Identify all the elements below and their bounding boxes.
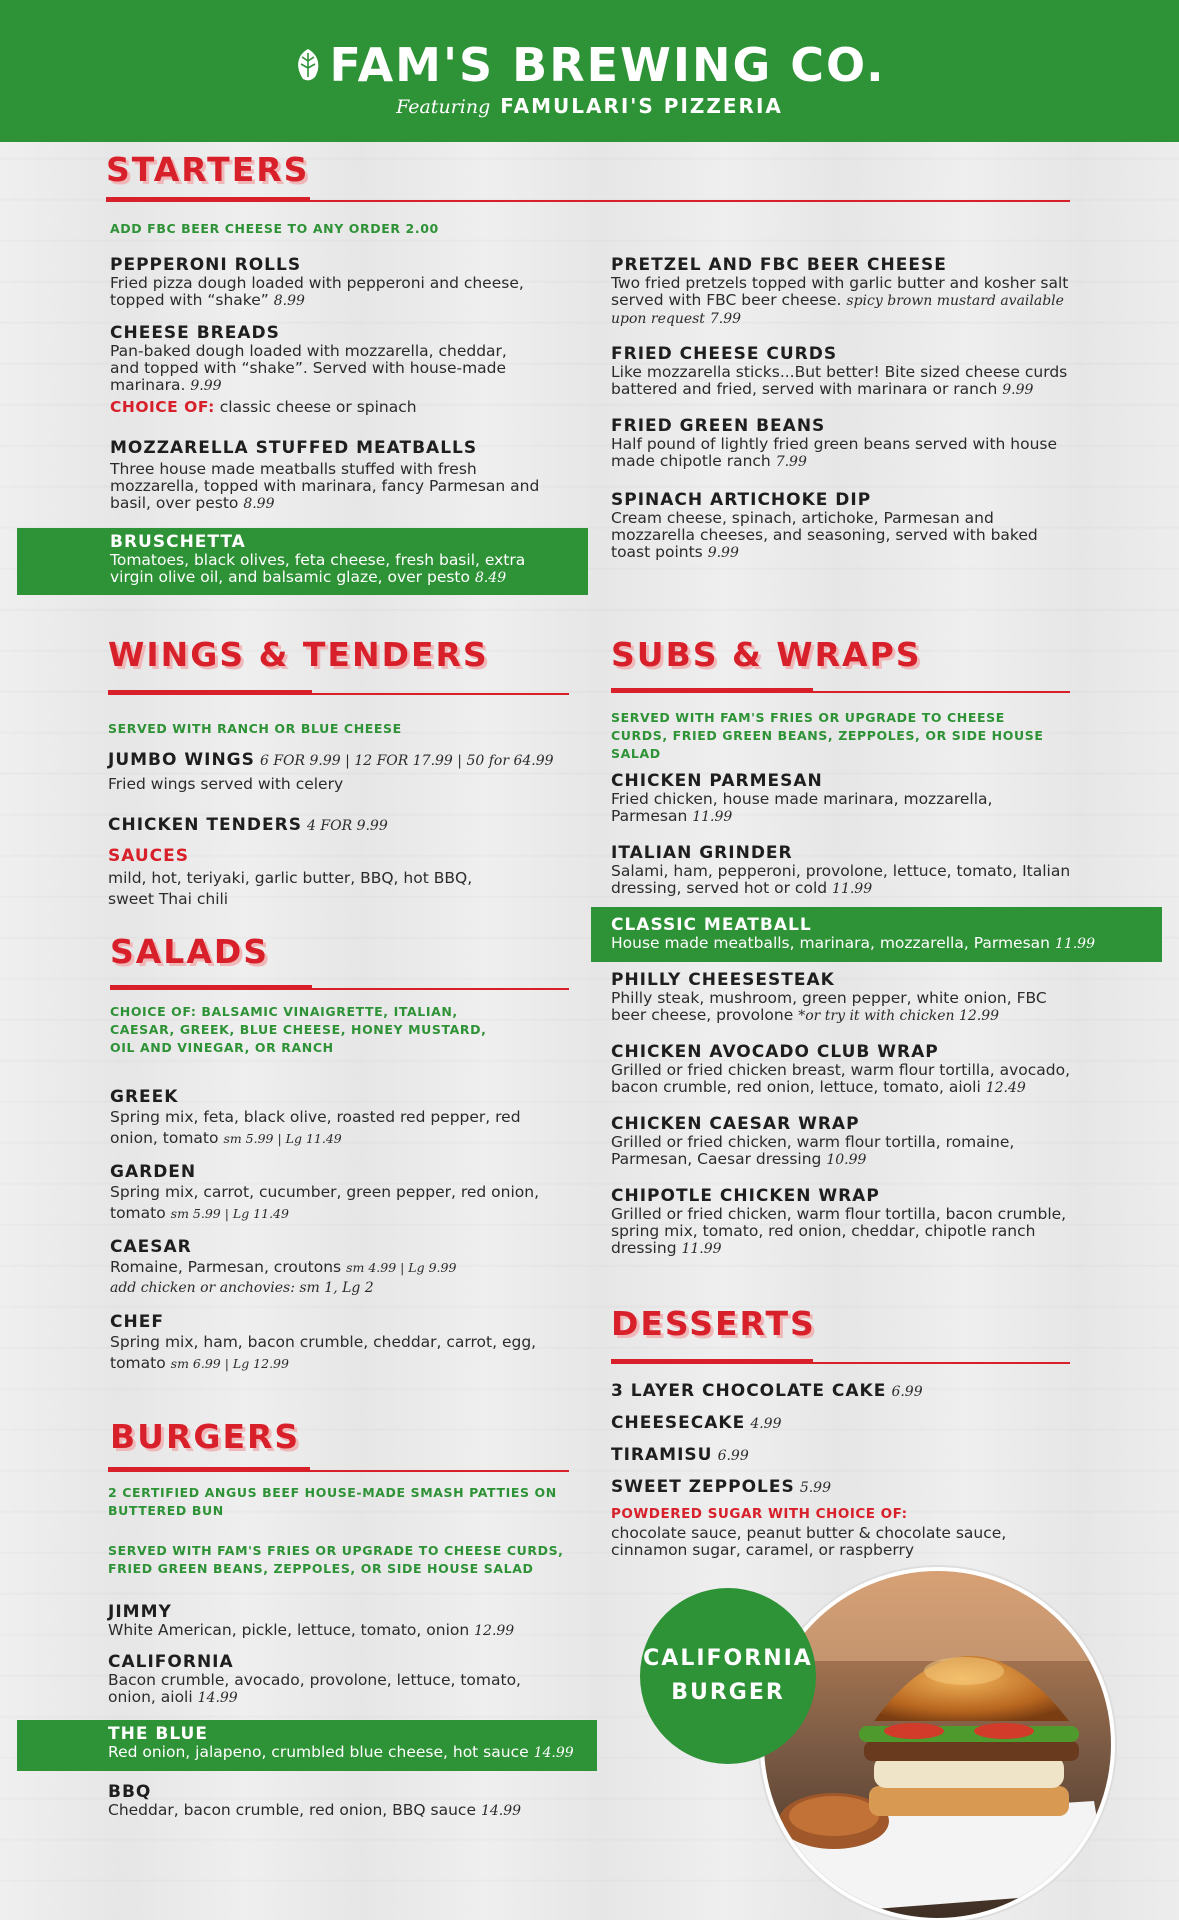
menu-item-chicken-caesar-wrap <box>611 1114 1031 1169</box>
item-name: SWEET ZEPPOLES <box>611 1477 795 1497</box>
item-name: FRIED GREEN BEANS <box>611 416 826 436</box>
featured-band-bruschetta <box>17 528 588 595</box>
item-name: CHICKEN TENDERS <box>108 815 302 835</box>
item-name: JIMMY <box>108 1602 172 1622</box>
item-desc: Pan-baked dough loaded with mozzarella, cheddar, and topped with “shake”. Served with house-made marinara. <box>110 342 507 394</box>
featured-band-the-blue <box>17 1720 597 1771</box>
item-extra: add chicken or anchovies: sm 1, Lg 2 <box>110 1280 374 1296</box>
item-desc: Three house made meatballs stuffed with fresh mozzarella, topped with marinara, fancy Parmesan and basil, over pesto <box>110 460 540 512</box>
subs-title: SUBS & WRAPS <box>611 635 922 674</box>
item-name: GREEK <box>110 1087 179 1107</box>
item-name: THE BLUE <box>108 1724 208 1744</box>
item-desc: Grilled or fried chicken breast, warm flour tortilla, avocado, bacon crumble, red onion, lettuce, tomato, aioli <box>611 1061 1070 1096</box>
featured-band-classic-meatball <box>591 907 1162 962</box>
item-price: 6.99 <box>717 1448 749 1464</box>
item-name: CLASSIC MEATBALL <box>611 915 812 935</box>
item-desc: House made meatballs, marinara, mozzarella, Parmesan <box>611 934 1050 952</box>
dessert-chocolate-cake <box>611 1381 1071 1401</box>
item-desc: Cheddar, bacon crumble, red onion, BBQ sauce <box>108 1801 476 1819</box>
menu-item-classic-meatball <box>611 915 1151 953</box>
item-price: 4.99 <box>750 1416 782 1432</box>
salads-rule <box>110 988 569 990</box>
item-name: PRETZEL AND FBC BEER CHEESE <box>611 255 947 275</box>
california-burger-callout <box>640 1588 816 1764</box>
brand-title-row <box>0 38 1179 92</box>
menu-item-caesar-salad <box>110 1237 550 1298</box>
item-desc: Grilled or fried chicken, warm flour tortilla, romaine, Parmesan, Caesar dressing <box>611 1133 1015 1168</box>
item-name: CHEESE BREADS <box>110 323 280 343</box>
item-desc: Like mozzarella sticks...But better! Bite sized cheese curds battered and fried, served with marinara or ranch <box>611 363 1068 398</box>
salads-title: SALADS <box>110 932 270 971</box>
item-price: sm 6.99 | Lg 12.99 <box>170 1356 289 1371</box>
choice-label: CHOICE OF: <box>110 398 215 416</box>
item-name: CHIPOTLE CHICKEN WRAP <box>611 1186 880 1206</box>
menu-item-italian-grinder <box>611 843 1071 898</box>
item-name: BRUSCHETTA <box>110 532 246 552</box>
item-name: CHICKEN AVOCADO CLUB WRAP <box>611 1042 939 1062</box>
menu-item-spinach-dip <box>611 490 1071 562</box>
item-price: 9.99 <box>707 545 739 561</box>
item-name: TIRAMISU <box>611 1445 713 1465</box>
menu-item-avocado-club-wrap <box>611 1042 1071 1097</box>
desserts-rule <box>611 1362 1070 1364</box>
zeppoles-options <box>611 1506 1041 1559</box>
item-name: CHICKEN CAESAR WRAP <box>611 1114 860 1134</box>
sauces-list: mild, hot, teriyaki, garlic butter, BBQ, hot BBQ, sweet Thai chili <box>108 869 473 908</box>
menu-item-cheese-breads <box>110 323 520 416</box>
item-desc: Half pound of lightly fried green beans served with house made chipotle ranch <box>611 435 1058 470</box>
item-desc: Fried chicken, house made marinara, mozzarella, Parmesan <box>611 790 993 825</box>
item-name: CHEESECAKE <box>611 1413 746 1433</box>
item-name: BBQ <box>108 1782 152 1802</box>
item-desc: Grilled or fried chicken, warm flour tortilla, bacon crumble, spring mix, tomato, red onion, cheddar, chipotle ranch dressing <box>611 1205 1067 1257</box>
powder-label: POWDERED SUGAR WITH CHOICE OF: <box>611 1506 908 1522</box>
item-price: 12.99 <box>474 1623 515 1639</box>
item-desc: Romaine, Parmesan, croutons <box>110 1258 342 1276</box>
menu-item-cheese-curds <box>611 344 1071 399</box>
pizzeria-name: FAMULARI'S PIZZERIA <box>500 94 783 118</box>
item-price: 9.99 <box>190 378 222 394</box>
item-desc: Fried pizza dough loaded with pepperoni and cheese, topped with “shake” <box>110 274 524 309</box>
salads-note: CHOICE OF: BALSAMIC VINAIGRETTE, ITALIAN, CAESAR, GREEK, BLUE CHEESE, HONEY MUSTARD, OIL AND VINEGAR, OR RANCH <box>110 1004 487 1055</box>
menu-item-chicken-parmesan <box>611 771 1011 826</box>
item-price: 8.99 <box>273 293 305 309</box>
item-price: 8.49 <box>474 570 507 586</box>
california-burger-photo <box>760 1567 1115 1920</box>
menu-item-garden-salad <box>110 1162 540 1224</box>
item-name: 3 LAYER CHOCOLATE CAKE <box>611 1381 887 1401</box>
item-price: sm 5.99 | Lg 11.49 <box>170 1206 289 1221</box>
callout-line-2: BURGER <box>671 1680 785 1705</box>
item-name: PHILLY CHEESESTEAK <box>611 970 835 990</box>
item-name: JUMBO WINGS <box>108 750 255 770</box>
dessert-cheesecake <box>611 1413 1071 1433</box>
burgers-note-patties: 2 CERTIFIED ANGUS BEEF HOUSE-MADE SMASH PATTIES ON BUTTERED BUN <box>108 1485 557 1518</box>
item-desc: Cream cheese, spinach, artichoke, Parmesan and mozzarella cheeses, and seasoning, served with baked toast points <box>611 509 1038 561</box>
item-name: ITALIAN GRINDER <box>611 843 793 863</box>
starters-title: STARTERS <box>106 150 310 189</box>
item-name: PEPPERONI ROLLS <box>110 255 302 275</box>
item-price: 4 FOR 9.99 <box>307 818 388 834</box>
item-price: 11.99 <box>692 809 733 825</box>
item-price: 6.99 <box>891 1384 923 1400</box>
featuring-label: Featuring <box>396 96 491 118</box>
burgers-rule <box>108 1470 569 1472</box>
menu-item-jumbo-wings <box>108 750 578 793</box>
menu-item-pepperoni-rolls <box>110 255 580 310</box>
item-price: 7.99 <box>775 454 807 470</box>
menu-item-pretzel <box>611 255 1071 328</box>
menu-item-bbq <box>108 1782 568 1820</box>
item-desc: White American, pickle, lettuce, tomato, onion <box>108 1621 470 1639</box>
item-price: 14.99 <box>480 1803 522 1819</box>
menu-item-chipotle-chicken-wrap <box>611 1186 1071 1258</box>
subs-note: SERVED WITH FAM'S FRIES OR UPGRADE TO CHEESE CURDS, FRIED GREEN BEANS, ZEPPOLES, OR SIDE HOUSE SALAD <box>611 710 1044 761</box>
wings-title: WINGS & TENDERS <box>108 635 489 674</box>
item-desc: Tomatoes, black olives, feta cheese, fresh basil, extra virgin olive oil, and balsamic glaze, over pesto <box>110 551 526 586</box>
item-desc: Fried wings served with celery <box>108 775 344 793</box>
tagline <box>0 94 1179 118</box>
item-name: CALIFORNIA <box>108 1652 234 1672</box>
item-price: 5.99 <box>799 1480 831 1496</box>
item-name: FRIED CHEESE CURDS <box>611 344 838 364</box>
item-desc: Bacon crumble, avocado, provolone, lettuce, tomato, onion, aioli <box>108 1671 521 1706</box>
wings-rule <box>108 693 569 695</box>
item-price: sm 4.99 | Lg 9.99 <box>346 1260 457 1275</box>
hop-leaf-icon <box>293 47 323 83</box>
item-price: 7.99 <box>709 311 742 327</box>
desserts-title: DESSERTS <box>611 1304 816 1343</box>
menu-item-greek-salad <box>110 1087 540 1149</box>
menu-item-green-beans <box>611 416 1071 471</box>
item-price: 12.49 <box>985 1080 1026 1096</box>
dessert-tiramisu <box>611 1445 1071 1465</box>
item-price: 11.99 <box>681 1241 722 1257</box>
item-price: 14.99 <box>533 1745 574 1761</box>
menu-item-the-blue <box>108 1724 588 1762</box>
choice-text: classic cheese or spinach <box>219 398 417 416</box>
item-name: CHEF <box>110 1312 164 1332</box>
starters-note: ADD FBC BEER CHEESE TO ANY ORDER 2.00 <box>110 221 439 236</box>
item-price: *or try it with chicken 12.99 <box>798 1008 1000 1024</box>
item-name: CHICKEN PARMESAN <box>611 771 823 791</box>
subs-rule <box>611 691 1070 693</box>
burgers-note-sides: SERVED WITH FAM'S FRIES OR UPGRADE TO CHEESE CURDS, FRIED GREEN BEANS, ZEPPOLES, OR SIDE HOUSE SALAD <box>108 1543 564 1576</box>
callout-line-1: CALIFORNIA <box>643 1646 813 1671</box>
item-price: 6 FOR 9.99 | 12 FOR 17.99 | 50 for 64.99 <box>259 753 554 769</box>
item-desc: Red onion, jalapeno, crumbled blue cheese, hot sauce <box>108 1743 529 1761</box>
item-name: SPINACH ARTICHOKE DIP <box>611 490 872 510</box>
menu-item-chicken-tenders <box>108 815 578 835</box>
item-extra: spicy brown mustard available upon request <box>611 293 1064 327</box>
item-desc: Spring mix, feta, black olive, roasted red pepper, red onion, tomato <box>110 1108 521 1147</box>
item-desc: Spring mix, carrot, cucumber, green pepper, red onion, tomato <box>110 1183 540 1222</box>
menu-item-california <box>108 1652 528 1707</box>
item-price: 8.99 <box>243 496 275 512</box>
item-price: 14.99 <box>197 1690 238 1706</box>
starters-rule <box>106 200 1070 202</box>
burger-image <box>764 1571 1115 1920</box>
sauces-label: SAUCES <box>108 846 190 866</box>
item-price: sm 5.99 | Lg 11.49 <box>223 1131 342 1146</box>
menu-item-jimmy <box>108 1602 548 1640</box>
powder-options: chocolate sauce, peanut butter & chocolate sauce, cinnamon sugar, caramel, or raspberry <box>611 1524 1007 1559</box>
item-desc: Two fried pretzels topped with garlic butter and kosher salt served with FBC beer cheese. <box>611 274 1069 309</box>
wings-note: SERVED WITH RANCH OR BLUE CHEESE <box>108 721 402 736</box>
item-name: GARDEN <box>110 1162 197 1182</box>
item-name: CAESAR <box>110 1237 192 1257</box>
dessert-sweet-zeppoles <box>611 1477 1071 1497</box>
item-price: 11.99 <box>832 881 873 897</box>
menu-item-chef-salad <box>110 1312 540 1374</box>
burgers-title: BURGERS <box>110 1417 301 1456</box>
item-name: MOZZARELLA STUFFED MEATBALLS <box>110 438 478 458</box>
item-price: 10.99 <box>826 1152 867 1168</box>
item-price: 9.99 <box>1002 382 1034 398</box>
brand-title: FAM'S BREWING CO. <box>329 38 886 92</box>
item-price: 11.99 <box>1054 936 1096 952</box>
item-desc: Philly steak, mushroom, green pepper, white onion, FBC beer cheese, provolone <box>611 989 1047 1024</box>
item-desc: Spring mix, ham, bacon crumble, cheddar, carrot, egg, tomato <box>110 1333 537 1372</box>
menu-item-philly-cheesesteak <box>611 970 1071 1025</box>
item-desc: Salami, ham, pepperoni, provolone, lettuce, tomato, Italian dressing, served hot or cold <box>611 862 1071 897</box>
menu-item-mozzarella-meatballs <box>110 438 550 513</box>
menu-item-bruschetta <box>110 532 570 587</box>
header-banner <box>0 0 1179 142</box>
sauces-block <box>108 846 478 910</box>
